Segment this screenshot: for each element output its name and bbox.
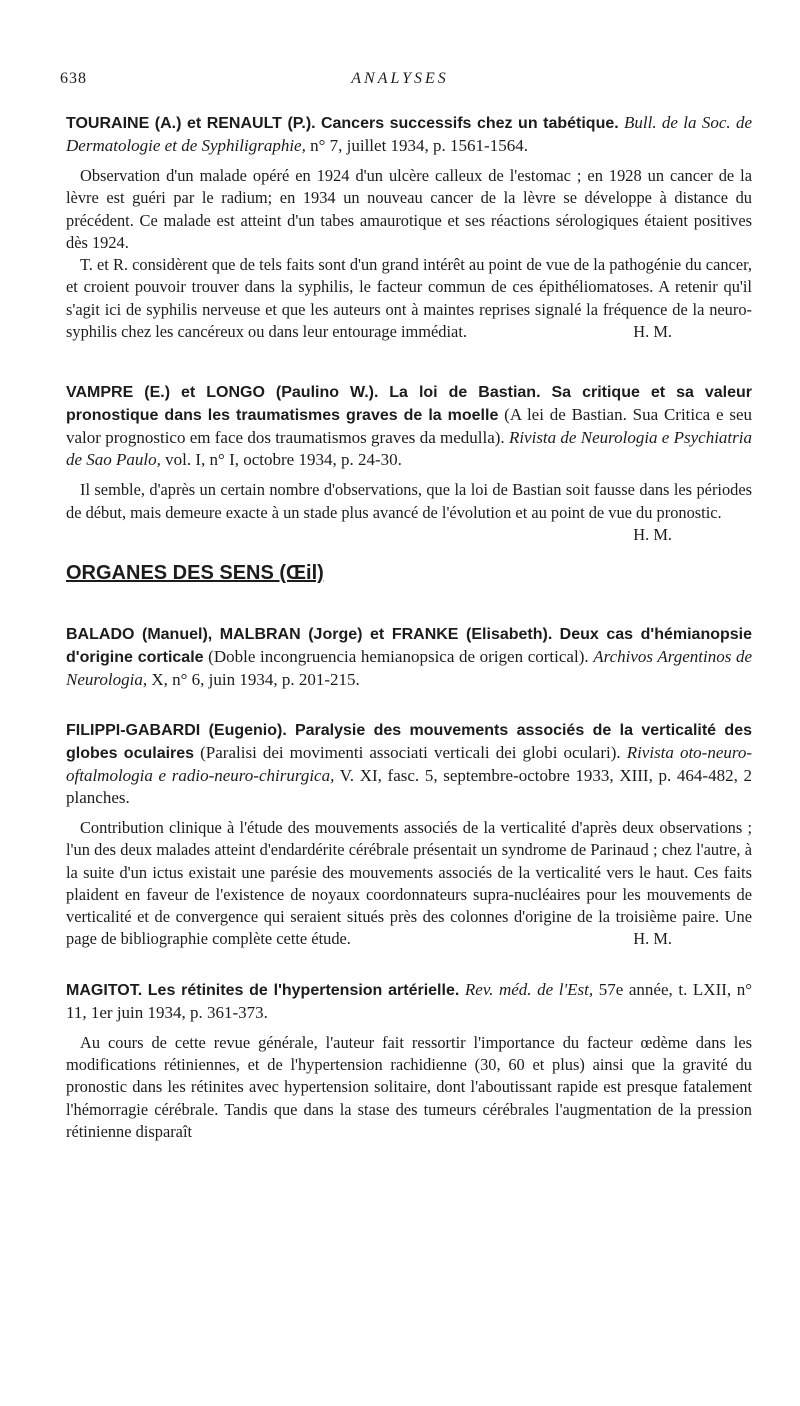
entry-heading <box>66 381 752 471</box>
entry-source-details: X, n° 6, juin 1934, p. 201-215. <box>151 669 360 689</box>
running-title: ANALYSES <box>351 70 449 87</box>
entry-signature: H. M. <box>633 929 672 949</box>
section-title: ORGANES DES SENS (Œil) <box>66 561 324 584</box>
entry-title: Paralysie des mouvements associés de la verticalité des globes oculaires <box>66 721 752 762</box>
entry-title: Les rétinites de l'hypertension artérielle. <box>147 981 460 999</box>
entry-paragraph: T. et R. considèrent que de tels faits sont d'un grand intérêt au point de vue de la pathogénie du cancer, et croient pouvoir trouver dans la syphilis, le facteur commun de ces épithéliomatoses. A retenir qu'il s'agit ici de syphilis nerveuse et que les auteurs ont à maintes reprises signalé la fréquence de la neuro-syphilis chez les cancéreux ou dans leur entourage immédiat. H. M. <box>66 254 752 343</box>
entry-source-details: 57e année, t. LXII, n° 11, 1er juin 1934, p. 361-373. <box>66 979 753 1022</box>
abstract-entry <box>66 381 753 544</box>
abstract-entry <box>66 623 752 691</box>
entry-paragraph: Contribution clinique à l'étude des mouvements associés de la verticalité d'après deux observations ; l'un des deux malades atteint d'endardérite cérébrale présentait un syndrome de Parinaud ; chez l'autre, à la suite d'un ictus existait une parésie des mouvements associés de la verticalité vers le haut. Ces faits plaident en faveur de l'existence de noyaux coordonnateurs supra-nucléaires pour les mouvements de verticalité et de convergence qui seraient situés près des colonnes d'origine de la troisième paire. Une page de bibliographie complète cette étude. H. M. <box>66 817 752 951</box>
entry-source: Rev. méd. de l'Est, <box>464 979 594 999</box>
entry-authors: VAMPRE (E.) et LONGO (Paulino W.). <box>66 384 379 402</box>
entry-authors: TOURAINE (A.) et RENAULT (P.). <box>66 115 316 132</box>
entry-authors: FILIPPI-GABARDI (Eugenio). <box>66 721 287 739</box>
entry-source: Bull. de la Soc. de Dermatologie et de Syphiligraphie, <box>66 113 752 155</box>
page-number: 638 <box>60 70 87 87</box>
entry-signature: H. M. <box>633 322 672 342</box>
entry-title: La loi de Bastian. Sa critique et sa valeur pronostique dans les traumatismes graves de la moelle <box>66 384 753 425</box>
entry-signature: H. M. <box>633 524 672 544</box>
entry-heading <box>66 979 752 1024</box>
page-content <box>66 112 752 1143</box>
entry-subtitle: (A lei de Bastian. Sua Critica e seu valor prognostico em face dos traumatismos graves da medulla). <box>66 405 753 448</box>
entry-source: Rivista de Neurologia e Psychiatria de Sao Paulo, <box>66 428 752 470</box>
entry-source: Archivos Argentinos de Neurologia, <box>66 646 752 689</box>
entry-source-details: vol. I, n° I, octobre 1934, p. 24-30. <box>165 450 402 470</box>
entry-subtitle: (Paralisi dei movimenti associati verticali dei globi oculari). <box>200 742 621 762</box>
entry-title: Cancers successifs chez un tabétique. <box>320 115 619 132</box>
entry-source: Rivista oto-neuro-oftalmologia e radio-neuro-chirurgica, <box>66 742 753 785</box>
abstract-entry <box>66 112 752 343</box>
running-head <box>60 70 740 94</box>
entry-title: Deux cas d'hémianopsie d'origine corticale <box>66 625 753 666</box>
entry-paragraph: Observation d'un malade opéré en 1924 d'un ulcère calleux de l'estomac ; en 1928 un cancer de la lèvre est guéri par le radium; en 1934 un nouveau cancer de la lèvre se développe à distance du précédent. Ce malade est atteint d'un tabes amaurotique et ses réactions sérologiques étaient positives dès 1924. <box>66 166 752 252</box>
entry-source-details: n° 7, juillet 1934, p. 1561-1564. <box>310 136 528 155</box>
entry-heading <box>66 623 752 691</box>
entry-paragraph: Il semble, d'après un certain nombre d'observations, que la loi de Bastian soit fausse dans les périodes de début, mais demeure exacte à un stade plus avancé de l'évolution et au point de vue du pronostic. H. M. <box>66 479 752 524</box>
entry-subtitle: (Doble incongruencia hemianopsica de origen cortical). <box>208 646 589 666</box>
entry-heading <box>66 112 752 157</box>
abstract-entry <box>66 719 752 951</box>
abstract-entry <box>66 979 752 1143</box>
entry-authors: BALADO (Manuel), MALBRAN (Jorge) et FRANKE (Elisabeth). <box>66 625 553 643</box>
entry-source-details: V. XI, fasc. 5, septembre-octobre 1933, XIII, p. 464-482, 2 planches. <box>66 765 752 807</box>
entry-heading <box>66 719 752 809</box>
entry-authors: MAGITOT. <box>66 981 143 999</box>
entry-paragraph: Au cours de cette revue générale, l'auteur fait ressortir l'importance du facteur œdème dans les modifications rétiniennes, et de l'hypertension rachidienne (30, 60 et plus) ainsi que la gravité du pronostic dans les rétinites avec hypertension solitaire, dont l'aboutissant rapide est presque fatalement l'hémorragie cérébrale. Tandis que dans la stase des tumeurs cérébrales l'augmentation de la pression rétinienne disparaît <box>66 1032 752 1141</box>
